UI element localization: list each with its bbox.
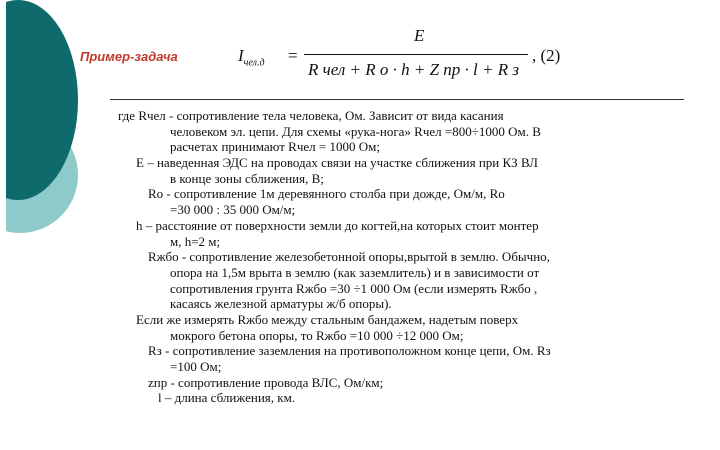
text-line: =100 Ом;: [170, 359, 222, 374]
formula-denominator: R чел + R о · h + Z пр · l + R з: [308, 60, 520, 79]
text-line: мокрого бетона опоры, то Rжбо =10 000 ÷12 000 Ом;: [170, 327, 464, 343]
slide-heading: Пример-задача: [80, 49, 178, 64]
text-line: Если же измерять Rжбо между стальным бандажем, надетым поверх: [136, 311, 519, 327]
text-line: Rо - сопротивление 1м деревянного столба при дожде, Ом/м, Rо: [148, 186, 505, 202]
text-line: zпр - сопротивление провода ВЛС, Ом/км;: [148, 374, 384, 390]
text-line: в конце зоны сближения, В;: [170, 170, 324, 186]
current-formula: [232, 24, 592, 86]
formula-lhs-subscript: чел.д: [243, 57, 265, 69]
text-line: =30 000 : 35 000 Ом/м;: [170, 202, 296, 218]
text-line: м, h=2 м;: [170, 233, 221, 249]
text-line: l – длина сближения, км.: [158, 390, 296, 406]
decorative-circles: [0, 0, 95, 450]
text-line: где Rчел - сопротивление тела человека, Ом. Зависит от вида касания: [118, 108, 504, 123]
text-line: сопротивления грунта Rжбо =30 ÷1 000 Ом (если измерять Rжбо ,: [170, 280, 538, 296]
text-line: опора на 1,5м врыта в землю (как заземлитель) и в зависимости от: [170, 264, 540, 280]
left-edge-strip: [0, 0, 6, 450]
formula-equals: =: [288, 46, 298, 65]
text-line: Rжбо - сопротивление железобетонной опоры,врытой в землю. Обычно,: [148, 249, 550, 265]
formula-number: , (2): [532, 46, 561, 65]
legend-text: [118, 108, 656, 406]
formula-numerator: E: [414, 26, 425, 45]
text-line: расчетах принимают Rчел = 1000 Ом;: [170, 139, 380, 155]
text-line: h – расстояние от поверхности земли до когтей,на которых стоит монтер: [136, 217, 539, 233]
horizontal-divider: [110, 99, 684, 100]
decorative-side-shapes: [0, 0, 95, 450]
text-line: Е – наведенная ЭДС на проводах связи на участке сближения при КЗ ВЛ: [136, 155, 538, 171]
formula-lhs: $I_{чел.д}$: [238, 46, 265, 69]
text-line: Rз - сопротивление заземления на противоположном конце цепи, Ом. Rз: [148, 343, 551, 359]
text-line: касаясь железной арматуры ж/б опоры).: [170, 296, 392, 312]
text-line: человеком эл. цепи. Для схемы «рука-нога» Rчел =800÷1000 Ом. В: [170, 123, 541, 139]
fraction-bar: [304, 54, 528, 55]
